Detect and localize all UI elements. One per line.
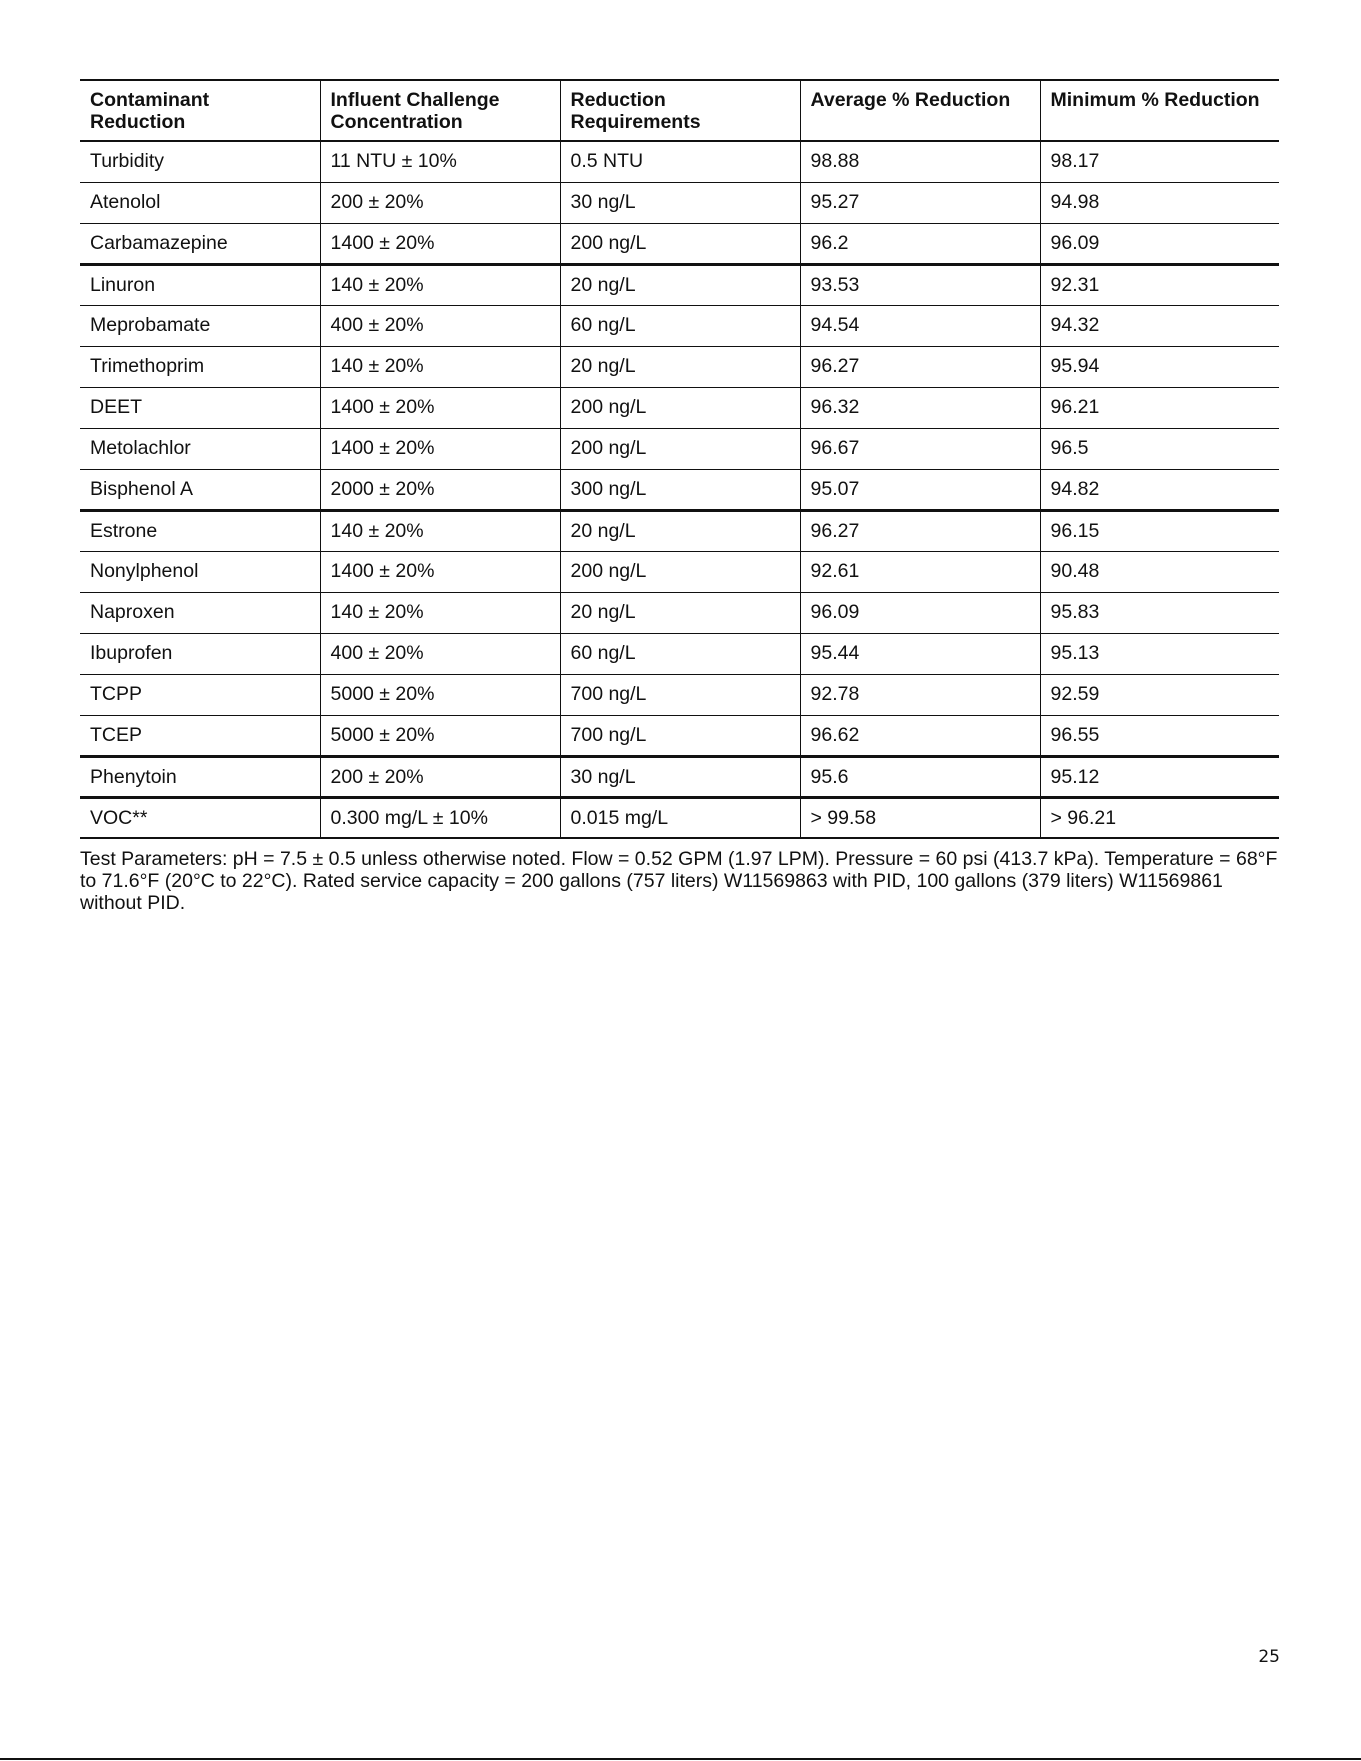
minimum-reduction-cell: 96.55	[1040, 715, 1279, 756]
table-row	[80, 305, 1279, 346]
influent-concentration-cell: 400 ± 20%	[320, 305, 560, 346]
contaminant-cell: VOC**	[80, 797, 320, 838]
reduction-requirement-cell: 20 ng/L	[560, 264, 800, 305]
average-reduction-cell: 96.27	[800, 346, 1040, 387]
average-reduction-cell: 96.32	[800, 387, 1040, 428]
average-reduction-cell: 96.09	[800, 592, 1040, 633]
average-reduction-cell: > 99.58	[800, 797, 1040, 838]
minimum-reduction-cell: 95.12	[1040, 756, 1279, 797]
contaminant-cell: Trimethoprim	[80, 346, 320, 387]
reduction-requirement-cell: 20 ng/L	[560, 592, 800, 633]
minimum-reduction-cell: 95.83	[1040, 592, 1279, 633]
influent-concentration-cell: 0.300 mg/L ± 10%	[320, 797, 560, 838]
reduction-requirement-cell: 20 ng/L	[560, 510, 800, 551]
table-row	[80, 428, 1279, 469]
reduction-requirement-cell: 200 ng/L	[560, 223, 800, 264]
minimum-reduction-cell: 95.13	[1040, 633, 1279, 674]
minimum-reduction-cell: 92.59	[1040, 674, 1279, 715]
average-reduction-cell: 95.44	[800, 633, 1040, 674]
minimum-reduction-cell: > 96.21	[1040, 797, 1279, 838]
influent-concentration-cell: 1400 ± 20%	[320, 551, 560, 592]
reduction-requirement-cell: 300 ng/L	[560, 469, 800, 510]
header-reduction-requirements: Reduction Requirements	[560, 80, 800, 141]
influent-concentration-cell: 1400 ± 20%	[320, 223, 560, 264]
influent-concentration-cell: 5000 ± 20%	[320, 674, 560, 715]
table-row	[80, 182, 1279, 223]
table-row	[80, 141, 1279, 182]
contaminant-cell: Atenolol	[80, 182, 320, 223]
average-reduction-cell: 96.27	[800, 510, 1040, 551]
contaminant-reduction-table	[80, 79, 1279, 839]
minimum-reduction-cell: 94.98	[1040, 182, 1279, 223]
influent-concentration-cell: 5000 ± 20%	[320, 715, 560, 756]
average-reduction-cell: 95.27	[800, 182, 1040, 223]
minimum-reduction-cell: 96.15	[1040, 510, 1279, 551]
minimum-reduction-cell: 95.94	[1040, 346, 1279, 387]
contaminant-cell: Meprobamate	[80, 305, 320, 346]
average-reduction-cell: 92.78	[800, 674, 1040, 715]
contaminant-cell: Naproxen	[80, 592, 320, 633]
contaminant-cell: Ibuprofen	[80, 633, 320, 674]
table-row	[80, 469, 1279, 510]
header-influent-challenge-concentration: Influent Challenge Concentration	[320, 80, 560, 141]
header-minimum-reduction: Minimum % Reduction	[1040, 80, 1279, 141]
influent-concentration-cell: 1400 ± 20%	[320, 387, 560, 428]
average-reduction-cell: 96.67	[800, 428, 1040, 469]
influent-concentration-cell: 400 ± 20%	[320, 633, 560, 674]
average-reduction-cell: 92.61	[800, 551, 1040, 592]
minimum-reduction-cell: 92.31	[1040, 264, 1279, 305]
average-reduction-cell: 95.07	[800, 469, 1040, 510]
influent-concentration-cell: 1400 ± 20%	[320, 428, 560, 469]
contaminant-cell: Turbidity	[80, 141, 320, 182]
average-reduction-cell: 94.54	[800, 305, 1040, 346]
bottom-rule	[0, 1758, 1361, 1760]
influent-concentration-cell: 200 ± 20%	[320, 182, 560, 223]
table-row	[80, 674, 1279, 715]
average-reduction-cell: 96.2	[800, 223, 1040, 264]
header-contaminant-reduction: Contaminant Reduction	[80, 80, 320, 141]
table-row	[80, 346, 1279, 387]
minimum-reduction-cell: 98.17	[1040, 141, 1279, 182]
minimum-reduction-cell: 96.09	[1040, 223, 1279, 264]
header-row	[80, 80, 1279, 141]
average-reduction-cell: 93.53	[800, 264, 1040, 305]
reduction-requirement-cell: 0.5 NTU	[560, 141, 800, 182]
table-row	[80, 510, 1279, 551]
reduction-requirement-cell: 30 ng/L	[560, 182, 800, 223]
average-reduction-cell: 95.6	[800, 756, 1040, 797]
contaminant-cell: TCEP	[80, 715, 320, 756]
contaminant-cell: Phenytoin	[80, 756, 320, 797]
table-row	[80, 756, 1279, 797]
minimum-reduction-cell: 90.48	[1040, 551, 1279, 592]
reduction-requirement-cell: 60 ng/L	[560, 633, 800, 674]
reduction-requirement-cell: 200 ng/L	[560, 387, 800, 428]
influent-concentration-cell: 11 NTU ± 10%	[320, 141, 560, 182]
influent-concentration-cell: 2000 ± 20%	[320, 469, 560, 510]
contaminant-cell: Linuron	[80, 264, 320, 305]
influent-concentration-cell: 140 ± 20%	[320, 346, 560, 387]
contaminant-cell: Nonylphenol	[80, 551, 320, 592]
table-header	[80, 80, 1279, 141]
contaminant-cell: Bisphenol A	[80, 469, 320, 510]
reduction-requirement-cell: 700 ng/L	[560, 674, 800, 715]
influent-concentration-cell: 140 ± 20%	[320, 510, 560, 551]
reduction-requirement-cell: 20 ng/L	[560, 346, 800, 387]
reduction-requirement-cell: 0.015 mg/L	[560, 797, 800, 838]
contaminant-cell: Carbamazepine	[80, 223, 320, 264]
contaminant-cell: Metolachlor	[80, 428, 320, 469]
minimum-reduction-cell: 96.5	[1040, 428, 1279, 469]
reduction-requirement-cell: 30 ng/L	[560, 756, 800, 797]
test-parameters-note: Test Parameters: pH = 7.5 ± 0.5 unless otherwise noted. Flow = 0.52 GPM (1.97 LPM). Pressure = 60 psi (413.7 kPa). Temperature = 68°F to 71.6°F (20°C to 22°C). Rated service capacity = 200 gallons (757 liters) W11569863 with PID, 100 gallons (379 liters) W11569861 without PID.	[80, 848, 1278, 914]
reduction-requirement-cell: 200 ng/L	[560, 551, 800, 592]
minimum-reduction-cell: 96.21	[1040, 387, 1279, 428]
table-row	[80, 592, 1279, 633]
table-row	[80, 633, 1279, 674]
contaminant-cell: Estrone	[80, 510, 320, 551]
reduction-requirement-cell: 200 ng/L	[560, 428, 800, 469]
contaminant-cell: DEET	[80, 387, 320, 428]
reduction-requirement-cell: 700 ng/L	[560, 715, 800, 756]
page-number: 25	[1258, 1647, 1280, 1667]
table-row	[80, 797, 1279, 838]
influent-concentration-cell: 200 ± 20%	[320, 756, 560, 797]
table-row	[80, 551, 1279, 592]
table-row	[80, 223, 1279, 264]
header-average-reduction: Average % Reduction	[800, 80, 1040, 141]
influent-concentration-cell: 140 ± 20%	[320, 592, 560, 633]
reduction-requirement-cell: 60 ng/L	[560, 305, 800, 346]
table-row	[80, 387, 1279, 428]
minimum-reduction-cell: 94.32	[1040, 305, 1279, 346]
table-body	[80, 141, 1279, 838]
table-row	[80, 715, 1279, 756]
contaminant-cell: TCPP	[80, 674, 320, 715]
influent-concentration-cell: 140 ± 20%	[320, 264, 560, 305]
average-reduction-cell: 96.62	[800, 715, 1040, 756]
table-row	[80, 264, 1279, 305]
average-reduction-cell: 98.88	[800, 141, 1040, 182]
minimum-reduction-cell: 94.82	[1040, 469, 1279, 510]
